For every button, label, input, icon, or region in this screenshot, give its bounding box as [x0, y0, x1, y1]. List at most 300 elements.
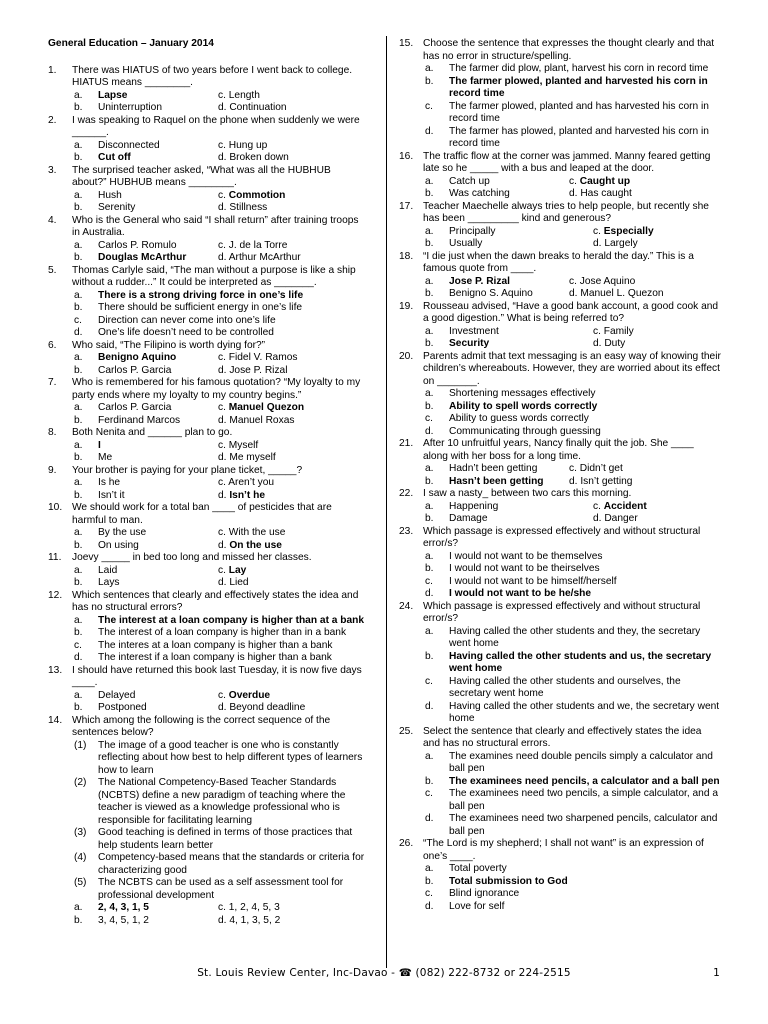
choice-text: Benigno Aquino [98, 352, 177, 363]
choice-text: With the use [228, 527, 286, 538]
question-text: Which sentences that clearly and effectively states the idea and has no structural errors? [72, 589, 359, 613]
question-item [399, 351, 721, 439]
choice-text-alt [569, 188, 632, 201]
choice-text: 2, 4, 3, 1, 5 [98, 902, 149, 913]
choice-list [72, 140, 368, 165]
choice-letter: d. [218, 102, 230, 113]
question-text: I was speaking to Raquel on the phone when suddenly we were ______. [72, 114, 360, 138]
choice-text: Douglas McArthur [98, 252, 187, 263]
question-number: 18. [399, 250, 414, 262]
question-item [399, 526, 721, 601]
choice-text: Hadn’t been getting [449, 463, 538, 474]
question-number: 14. [48, 714, 63, 726]
choice-letter: a. [74, 689, 83, 701]
choice-letter: c. [425, 888, 433, 899]
question-text: After 10 unfruitful years, Nancy finally quit the job. She ____ along with her boss for a long time. [423, 438, 694, 462]
choice-letter: c. [218, 902, 229, 913]
choice-row [425, 176, 721, 189]
choice-text-alt [218, 702, 305, 715]
choice-option [425, 563, 721, 576]
question-text: The surprised teacher asked, “What was all the HUBHUB about?” HUBHUB means ________. [72, 164, 331, 188]
choice-letter: c. [74, 639, 82, 651]
choice-text: Total submission to God [449, 875, 568, 887]
choice-text: Having called the other students and they, the secretary went home [449, 625, 701, 649]
column-divider [386, 36, 387, 968]
choice-letter: b. [425, 338, 434, 349]
choice-row [74, 527, 368, 540]
choice-row [74, 902, 368, 915]
question-text: Who is the General who said “I shall return” after training troops in Australia. [72, 214, 359, 238]
choice-letter: a. [74, 189, 83, 201]
question-text: Joevy _____ in bed too long and missed her classes. [72, 552, 312, 563]
choice-text: Fidel V. Ramos [228, 352, 298, 363]
choice-text: Me myself [229, 452, 276, 463]
choice-letter: b. [74, 914, 83, 926]
choice-text: Carlos P. Romulo [98, 239, 177, 251]
question-text: Rousseau advised, “Have a good bank account, a good cook and a good digestion.” What is being referred to? [423, 300, 719, 324]
choice-letter: d. [218, 539, 230, 551]
choice-text: Communicating through guessing [449, 425, 601, 437]
question-item [48, 115, 368, 165]
choice-list [72, 690, 368, 715]
choice-row [425, 288, 721, 301]
question-number: 19. [399, 300, 414, 312]
choice-text: The examinees need pencils, a calculator and a ball pen [449, 775, 720, 787]
choice-letter: c. [218, 439, 229, 451]
question-number: 3. [48, 164, 57, 176]
choice-letter: b. [74, 577, 83, 588]
choice-list [423, 63, 721, 151]
choice-letter: b. [74, 539, 83, 551]
choice-letter: b. [74, 489, 83, 501]
choice-text: Postponed [98, 702, 147, 713]
question-item [48, 665, 368, 715]
statement-text: The NCBTS can be used as a self assessment tool for professional development [98, 877, 344, 901]
choice-text: Myself [228, 439, 259, 451]
choice-letter: a. [425, 175, 434, 187]
question-number: 7. [48, 377, 57, 388]
choice-text-alt [593, 513, 638, 526]
choice-text: Hung up [228, 139, 268, 151]
question-number: 6. [48, 339, 57, 351]
choice-letter: c. [593, 325, 604, 337]
choice-text: Manuel Roxas [229, 414, 295, 426]
choice-text: I [98, 439, 101, 451]
choice-text: Isn’t getting [580, 475, 633, 487]
choice-list [423, 751, 721, 839]
choice-letter: a. [425, 388, 434, 399]
choice-option [425, 876, 721, 889]
choice-text-alt [593, 326, 634, 339]
choice-text: 1, 2, 4, 5, 3 [228, 902, 280, 913]
right-column [399, 38, 721, 913]
choice-option [425, 551, 721, 564]
choice-option [425, 626, 721, 651]
choice-text: J. de la Torre [228, 239, 288, 251]
choice-text: Having called the other students and we, the secretary went home [449, 700, 720, 724]
choice-text: Benigno S. Aquino [449, 288, 533, 299]
choice-text: Accident [603, 500, 647, 512]
choice-list [72, 90, 368, 115]
choice-list [423, 463, 721, 488]
choice-text: Overdue [228, 689, 271, 701]
choice-text-alt [218, 240, 287, 253]
statement-text: The image of a good teacher is one who is constantly reflecting about how best to help different types of learners how to learn [98, 739, 363, 776]
choice-text: The examines need double pencils simply a calculator and ball pen [449, 750, 713, 774]
choice-list [72, 402, 368, 427]
choice-letter: a. [425, 625, 434, 637]
question-item [399, 488, 721, 526]
question-number: 13. [48, 664, 63, 676]
choice-letter: c. [218, 402, 229, 413]
choice-option [74, 652, 368, 665]
question-item [48, 590, 368, 665]
choice-letter: a. [74, 527, 83, 538]
choice-letter: d. [218, 152, 230, 163]
choice-row [74, 402, 368, 415]
choice-row [74, 415, 368, 428]
question-text: “The Lord is my shepherd; I shall not want” is an expression of one’s ____. [423, 838, 704, 862]
choice-text: Aren’t you [228, 477, 275, 488]
choice-row [425, 338, 721, 351]
choice-option [74, 627, 368, 640]
question-text: Both Nenita and ______ plan to go. [72, 427, 233, 438]
choice-letter: c. [74, 314, 82, 326]
choice-letter: d. [425, 588, 434, 599]
choice-option [74, 640, 368, 653]
question-item [48, 65, 368, 115]
choice-option [425, 101, 721, 126]
choice-text: Arthur McArthur [228, 252, 301, 263]
choice-letter: a. [74, 402, 83, 413]
choice-text: I would not want to be theirselves [449, 563, 600, 574]
choice-letter: b. [425, 650, 434, 662]
choice-list [423, 626, 721, 726]
choice-text: Laid [98, 564, 118, 576]
choice-text: 4, 1, 3, 5, 2 [229, 914, 281, 926]
choice-letter: b. [74, 452, 83, 463]
statement-text: The National Competency-Based Teacher Standards (NCBTS) define a new paradigm of teaching where the teacher is viewed as a knowledge professional who is responsible for facilitating learning [98, 777, 346, 826]
question-item [399, 301, 721, 351]
statement-item [72, 827, 368, 852]
choice-text: Shortening messages effectively [449, 388, 596, 399]
choice-option [425, 576, 721, 589]
choice-row [74, 352, 368, 365]
choice-text-alt [218, 440, 258, 453]
choice-text: One’s life doesn’t need to be controlled [98, 327, 274, 338]
choice-text-alt [569, 463, 623, 476]
choice-letter: a. [74, 902, 83, 913]
question-number: 4. [48, 214, 57, 226]
choice-letter: a. [74, 614, 83, 626]
choice-letter: c. [593, 225, 604, 237]
choice-option [425, 888, 721, 901]
choice-list [72, 240, 368, 265]
choice-option [425, 788, 721, 813]
choice-row [74, 440, 368, 453]
choice-text: Commotion [228, 189, 286, 201]
choice-text-alt [593, 501, 647, 514]
choice-row [74, 240, 368, 253]
question-text: Thomas Carlyle said, “The man without a purpose is like a ship without a rudder...” It could be interpreted as _______. [72, 264, 356, 288]
choice-row [425, 513, 721, 526]
choice-text: Manuel Quezon [228, 402, 305, 413]
choice-text: Isn’t he [229, 489, 265, 501]
choice-letter: c. [218, 189, 229, 201]
choice-text: The interest if a loan company is higher than a bank [98, 652, 332, 663]
choice-letter: c. [218, 352, 229, 363]
question-text: “I die just when the dawn breaks to herald the day.” This is a famous quote from ____. [423, 250, 694, 274]
choice-letter: d. [569, 475, 581, 487]
choice-letter: b. [425, 238, 434, 249]
choice-row [74, 140, 368, 153]
choice-text: Ferdinand Marcos [98, 414, 181, 426]
choice-letter: c. [569, 175, 580, 187]
choice-text: There should be sufficient energy in one’s life [98, 302, 303, 313]
choice-text: Is he [98, 477, 121, 488]
question-number: 26. [399, 838, 414, 849]
question-text: Choose the sentence that expresses the thought clearly and that has no error in structure/spelling. [423, 38, 715, 62]
question-number: 11. [48, 552, 62, 563]
choice-text: The farmer did plow, plant, harvest his corn in record time [449, 63, 709, 74]
question-item [48, 215, 368, 265]
question-text: Who is remembered for his famous quotation? “My loyalty to my party ends where my loyalty to my country begins.” [72, 377, 361, 401]
choice-letter: d. [593, 238, 605, 249]
choice-text-alt [218, 252, 301, 265]
choice-letter: d. [218, 252, 229, 263]
choice-letter: d. [218, 914, 230, 926]
choice-letter: d. [425, 700, 434, 712]
choice-list [72, 902, 368, 927]
choice-letter: d. [218, 577, 230, 588]
choice-text: The farmer has plowed, planted and harvested his corn in record time [449, 125, 709, 149]
choice-option [425, 901, 721, 914]
choice-text: 3, 4, 5, 1, 2 [98, 914, 149, 926]
choice-text: Lapse [98, 89, 128, 101]
statement-text: Good teaching is defined in terms of those practices that help students learn better [98, 827, 353, 851]
choice-letter: b. [74, 627, 83, 638]
question-text: The traffic flow at the corner was jammed. Manny feared getting late so he _____ with a bus and leaped at the door. [423, 150, 711, 174]
choice-letter: a. [74, 439, 83, 451]
question-item [48, 340, 368, 378]
choice-text: Was catching [449, 188, 510, 199]
choice-letter: b. [425, 188, 434, 199]
question-text: Teacher Maechelle always tries to help people, but recently she has been _________ kind and generous? [423, 200, 709, 224]
choice-option [425, 676, 721, 701]
question-item [48, 377, 368, 427]
choice-row [425, 463, 721, 476]
choice-letter: d. [593, 338, 605, 349]
choice-text: Direction can never come into one’s life [98, 314, 276, 326]
question-text: Parents admit that text messaging is an easy way of knowing their children’s whereabouts. However, they are worried about its effect on _______. [423, 350, 721, 387]
choice-text: Family [603, 325, 634, 337]
choice-text: On using [98, 539, 139, 551]
choice-letter: c. [569, 275, 580, 287]
choice-letter: a. [425, 63, 434, 74]
choice-text: Investment [449, 325, 499, 337]
choice-letter: b. [74, 364, 83, 376]
statement-number: (5) [74, 877, 87, 888]
choice-row [74, 190, 368, 203]
question-number: 24. [399, 600, 414, 612]
statement-item [72, 877, 368, 902]
question-text: Who said, “The Filipino is worth dying for?” [72, 339, 266, 351]
choice-row [74, 477, 368, 490]
choice-letter: b. [425, 775, 434, 787]
choice-list [72, 290, 368, 340]
choice-letter: a. [74, 477, 83, 488]
choice-text-alt [569, 476, 632, 489]
choice-row [74, 202, 368, 215]
choice-text: Happening [449, 500, 499, 512]
statement-number: (2) [74, 777, 87, 788]
choice-row [425, 326, 721, 339]
question-number: 5. [48, 264, 57, 276]
choice-letter: a. [74, 239, 83, 251]
choice-letter: b. [425, 563, 434, 574]
choice-text: The interes at a loan company is higher than a bank [98, 639, 333, 651]
choice-text-alt [218, 352, 297, 365]
question-text: We should work for a total ban ____ of pesticides that are harmful to man. [72, 502, 332, 526]
question-item [399, 38, 721, 151]
choice-letter: d. [569, 288, 581, 299]
left-questions [48, 65, 368, 928]
choice-letter: d. [593, 513, 605, 524]
question-text: I saw a nasty_ between two cars this morning. [423, 488, 632, 499]
question-number: 9. [48, 464, 57, 476]
choice-text-alt [218, 452, 276, 465]
choice-text-alt [218, 690, 270, 703]
choice-letter: c. [569, 463, 580, 474]
choice-list [423, 176, 721, 201]
choice-row [74, 690, 368, 703]
choice-option [74, 290, 368, 303]
choice-letter: c. [218, 689, 229, 701]
choice-text: Manuel L. Quezon [580, 288, 664, 299]
question-text: Which passage is expressed effectively and without structural error/s? [423, 600, 701, 624]
choice-option [425, 813, 721, 838]
choice-text: Love for self [449, 900, 505, 912]
choice-text: There is a strong driving force in one’s life [98, 289, 304, 301]
question-text: There was HIATUS of two years before I went back to college. HIATUS means ________. [72, 64, 353, 88]
choice-letter: d. [218, 702, 230, 713]
choice-text: Total poverty [449, 863, 507, 874]
left-column [48, 38, 368, 927]
statement-number: (1) [74, 739, 87, 751]
question-text: I should have returned this book last Tuesday, it is now five days ____. [72, 664, 362, 688]
choice-letter: b. [74, 152, 83, 163]
choice-option [74, 615, 368, 628]
choice-text: Damage [449, 513, 488, 524]
choice-list [72, 565, 368, 590]
choice-text: The examinees need two sharpened pencils, calculator and ball pen [449, 813, 718, 837]
choice-text-alt [218, 190, 285, 203]
choice-text-alt [218, 102, 287, 115]
choice-letter: d. [218, 489, 230, 501]
statement-item [72, 740, 368, 778]
choice-text: Carlos P. Garcia [98, 402, 172, 413]
choice-option [425, 76, 721, 101]
choice-text: Ability to guess words correctly [449, 413, 589, 424]
choice-option [425, 388, 721, 401]
choice-list [72, 190, 368, 215]
question-number: 20. [399, 350, 414, 362]
choice-text-alt [218, 577, 249, 590]
choice-row [74, 152, 368, 165]
choice-text: Principally [449, 225, 496, 237]
choice-letter: d. [425, 425, 434, 437]
choice-row [74, 102, 368, 115]
choice-text: Lay [228, 564, 247, 576]
choice-text: Jose P. Rizal [229, 364, 288, 376]
choice-letter: a. [74, 89, 83, 101]
choice-text: Largely [604, 238, 638, 249]
choice-list [72, 527, 368, 552]
choice-letter: a. [74, 289, 83, 301]
choice-letter: b. [425, 475, 434, 487]
choice-letter: d. [218, 452, 230, 463]
choice-text-alt [218, 565, 246, 578]
question-item [48, 552, 368, 590]
choice-text-alt [218, 152, 289, 165]
choice-row [74, 452, 368, 465]
choice-row [74, 252, 368, 265]
choice-letter: a. [425, 863, 434, 874]
choice-row [74, 565, 368, 578]
choice-text: Security [449, 338, 490, 349]
choice-letter: d. [569, 188, 581, 199]
choice-row [74, 490, 368, 503]
choice-letter: c. [218, 239, 229, 251]
question-item [48, 427, 368, 465]
question-number: 12. [48, 589, 63, 601]
choice-letter: a. [425, 500, 434, 512]
choice-letter: c. [218, 89, 229, 101]
choice-text: Carlos P. Garcia [98, 364, 172, 376]
question-item [48, 502, 368, 552]
question-item [399, 201, 721, 251]
choice-text: On the use [229, 539, 282, 551]
choice-option [425, 751, 721, 776]
choice-text-alt [218, 527, 285, 540]
question-number: 23. [399, 525, 414, 537]
choice-option [425, 63, 721, 76]
question-number: 17. [399, 200, 414, 212]
question-item [399, 601, 721, 726]
choice-text: The examinees need two pencils, a simple calculator, and a ball pen [449, 788, 718, 812]
choice-text-alt [569, 176, 630, 189]
choice-option [425, 126, 721, 151]
choice-text: The farmer plowed, planted and has harvested his corn in record time [449, 100, 709, 124]
choice-text: Lied [229, 577, 249, 588]
choice-text: Usually [449, 238, 483, 249]
statement-item [72, 852, 368, 877]
question-number: 1. [48, 64, 57, 76]
choice-text: The farmer plowed, planted and harvested his corn in record time [449, 75, 708, 99]
choice-letter: b. [74, 202, 83, 213]
choice-text: Stillness [229, 202, 268, 213]
choice-text-alt [218, 477, 274, 490]
choice-list [423, 863, 721, 913]
choice-text: I would not want to be themselves [449, 550, 603, 562]
choice-text-alt [593, 338, 625, 351]
choice-row [74, 540, 368, 553]
question-number: 2. [48, 114, 57, 126]
choice-text-alt [218, 365, 287, 378]
statement-item [72, 777, 368, 827]
choice-letter: a. [74, 352, 83, 363]
choice-text: Duty [604, 338, 626, 349]
